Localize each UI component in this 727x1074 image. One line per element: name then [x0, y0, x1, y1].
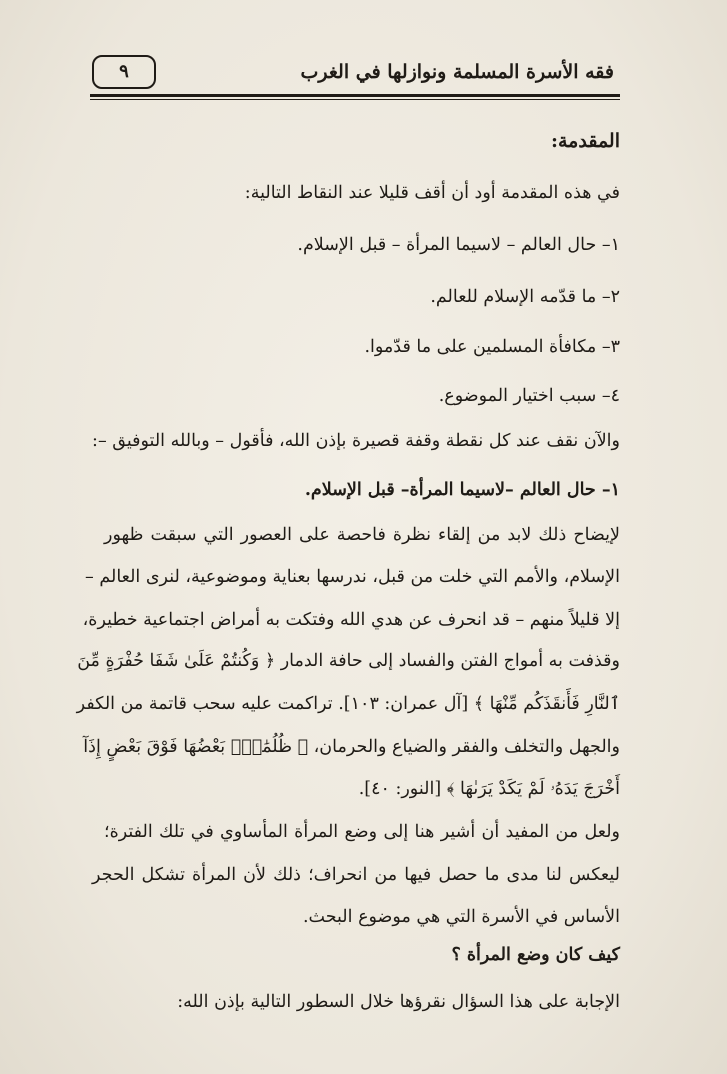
page-header	[90, 55, 618, 91]
paragraph-line: ليعكس لنا مدى ما حصل فيها من انحراف؛ ذلك لأن المرأة تشكل الحجر	[92, 865, 620, 885]
intro-line: في هذه المقدمة أود أن أقف قليلا عند النقاط التالية:	[244, 183, 620, 203]
point-item: ٤– سبب اختيار الموضوع.	[438, 386, 620, 406]
paragraph-line: إلا قليلاً منهم – قد انحرف عن هدي الله وفتكت به أمراض اجتماعية خطيرة،	[82, 610, 620, 630]
question-heading: كيف كان وضع المرأة ؟	[451, 945, 620, 965]
paragraph-line: وقذفت به أمواج الفتن والفساد إلى حافة الدمار ﴿ وَكُنتُمْ عَلَىٰ شَفَا حُفْرَةٍ مِّنَ	[77, 651, 620, 671]
paragraph-line: الإسلام، والأمم التي خلت من قبل، ندرسها بعناية وموضوعية، لنرى العالم –	[85, 567, 620, 587]
running-title: فقه الأسرة المسلمة ونوازلها في الغرب	[300, 61, 614, 83]
closing-line: الإجابة على هذا السؤال نقرؤها خلال السطور التالية بإذن الله:	[177, 992, 620, 1012]
paragraph-line: ولعل من المفيد أن أشير هنا إلى وضع المرأة المأساوي في تلك الفترة؛	[104, 822, 620, 842]
header-rule-thin	[90, 99, 620, 100]
point-item: ٢– ما قدّمه الإسلام للعالم.	[430, 287, 620, 307]
point-item: ٣– مكافأة المسلمين على ما قدّموا.	[364, 337, 620, 357]
paragraph-line: لإيضاح ذلك لابد من إلقاء نظرة فاحصة على العصور التي سبقت ظهور	[104, 525, 620, 545]
transition-line: والآن نقف عند كل نقطة وقفة قصيرة بإذن الله، فأقول – وبالله التوفيق –:	[92, 431, 620, 451]
paragraph-line: الأساس في الأسرة التي هي موضوع البحث.	[302, 907, 620, 927]
paragraph-line: أَخْرَجَ يَدَهُۥ لَمْ يَكَدْ يَرَىٰهَا ﴾ [النور: ٤٠].	[358, 779, 620, 799]
header-rule	[90, 94, 620, 97]
subsection-heading: ١– حال العالم –لاسيما المرأة– قبل الإسلام.	[304, 480, 620, 500]
page-number: ٩	[92, 55, 156, 89]
paragraph-line: والجهل والتخلف والفقر والضياع والحرمان، ﴿ ظُلُمَٰتٌۢ بَعْضُهَا فَوْقَ بَعْضٍ إِذَآ	[83, 737, 620, 757]
section-title: المقدمة:	[550, 130, 620, 152]
point-item: ١– حال العالم – لاسيما المرأة – قبل الإسلام.	[297, 235, 620, 255]
paragraph-line: ٱلنَّارِ فَأَنقَذَكُم مِّنْهَا ﴾ [آل عمران: ١٠٣]. تراكمت عليه سحب قاتمة من الكفر	[76, 694, 620, 714]
